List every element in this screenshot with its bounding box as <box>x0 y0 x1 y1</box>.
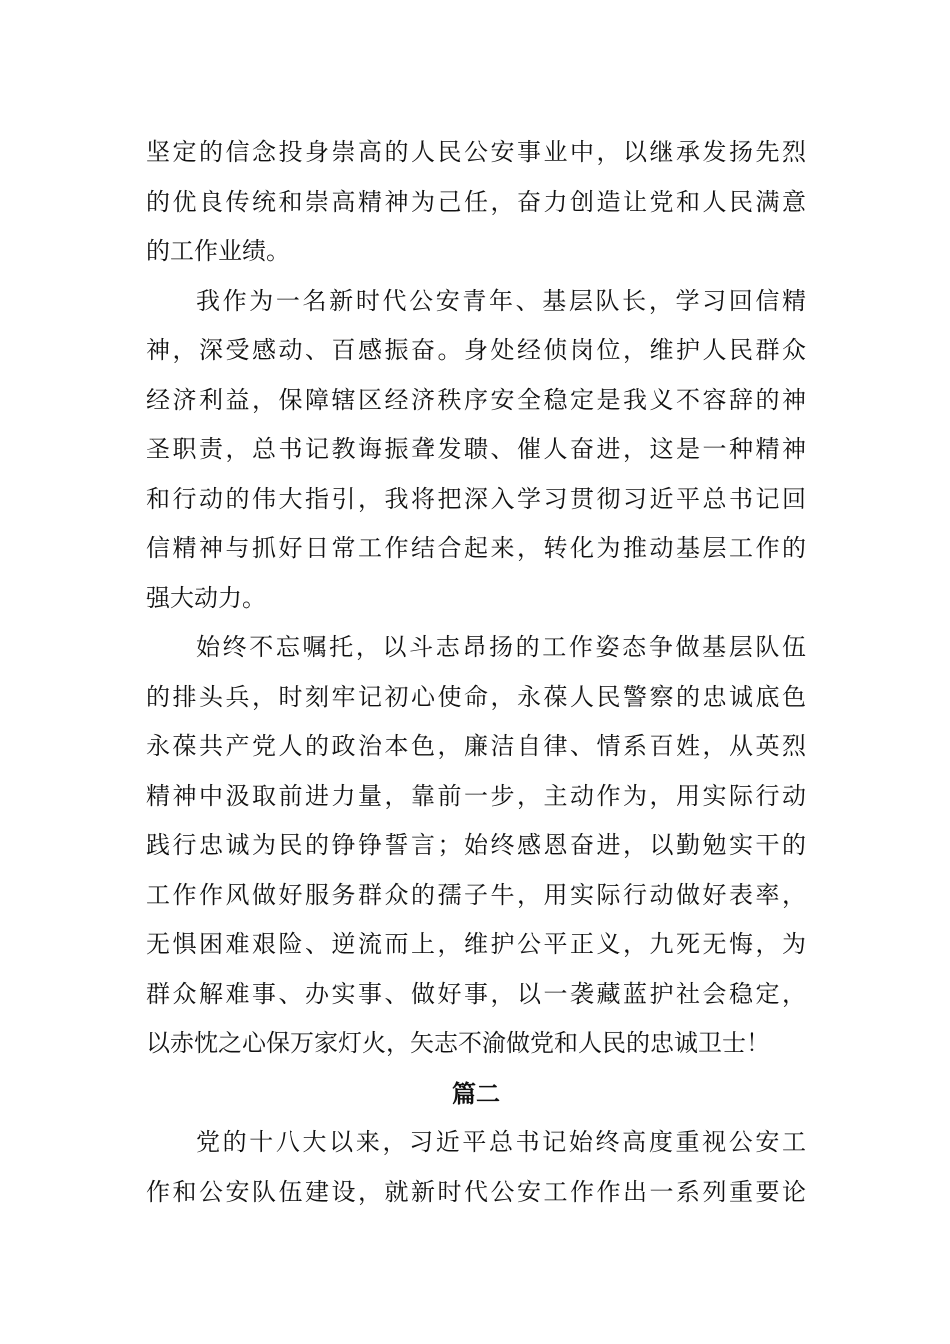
text-line: 党的十八大以来，习近平总书记始终高度重视公安工 <box>196 1128 806 1156</box>
text-line: 的优良传统和崇高精神为己任，奋力创造让党和人民满意 <box>146 187 806 216</box>
paragraph-2 <box>146 277 806 624</box>
text-line: 经济利益，保障辖区经济秩序安全稳定是我义不容辞的神 <box>146 385 806 414</box>
text-line: 的排头兵，时刻牢记初心使命，永葆人民警察的忠诚底色 <box>146 682 806 711</box>
text-line: 信精神与抓好日常工作结合起来，转化为推动基层工作的 <box>146 534 806 562</box>
text-line: 圣职责，总书记教诲振聋发聩、催人奋进，这是一种精神 <box>146 435 806 463</box>
text-line: 的工作业绩。 <box>146 237 290 265</box>
section-paragraph <box>146 1118 806 1217</box>
text-line: 我作为一名新时代公安青年、基层队长，学习回信精 <box>196 286 806 315</box>
text-line: 践行忠诚为民的铮铮誓言；始终感恩奋进，以勤勉实干的 <box>146 831 806 859</box>
text-line: 强大动力。 <box>146 583 266 612</box>
text-line: 无惧困难艰险、逆流而上，维护公平正义，九死无悔，为 <box>146 930 806 958</box>
text-line: 精神中汲取前进力量，靠前一步，主动作为，用实际行动 <box>146 781 806 810</box>
text-line: 始终不忘嘱托，以斗志昂扬的工作姿态争做基层队伍 <box>196 633 806 661</box>
text-line: 作和公安队伍建设，就新时代公安工作作出一系列重要论 <box>146 1177 806 1206</box>
text-line: 以赤忱之心保万家灯火，矢志不渝做党和人民的忠诚卫士！ <box>146 1029 770 1057</box>
text-line: 永葆共产党人的政治本色，廉洁自律、情系百姓，从英烈 <box>146 732 806 760</box>
text-line: 群众解难事、办实事、做好事，以一袭藏蓝护社会稳定， <box>146 979 806 1008</box>
paragraph-1 <box>146 128 806 277</box>
document-page <box>146 128 806 1217</box>
text-line: 坚定的信念投身崇高的人民公安事业中，以继承发扬先烈 <box>146 138 806 166</box>
text-line: 神，深受感动、百感振奋。身处经侦岗位，维护人民群众 <box>146 336 806 364</box>
text-line: 和行动的伟大指引，我将把深入学习贯彻习近平总书记回 <box>146 484 806 513</box>
text-line: 工作作风做好服务群众的孺子牛，用实际行动做好表率， <box>146 880 806 909</box>
section-heading: 篇二 <box>452 1078 500 1108</box>
paragraph-3 <box>146 623 806 1069</box>
